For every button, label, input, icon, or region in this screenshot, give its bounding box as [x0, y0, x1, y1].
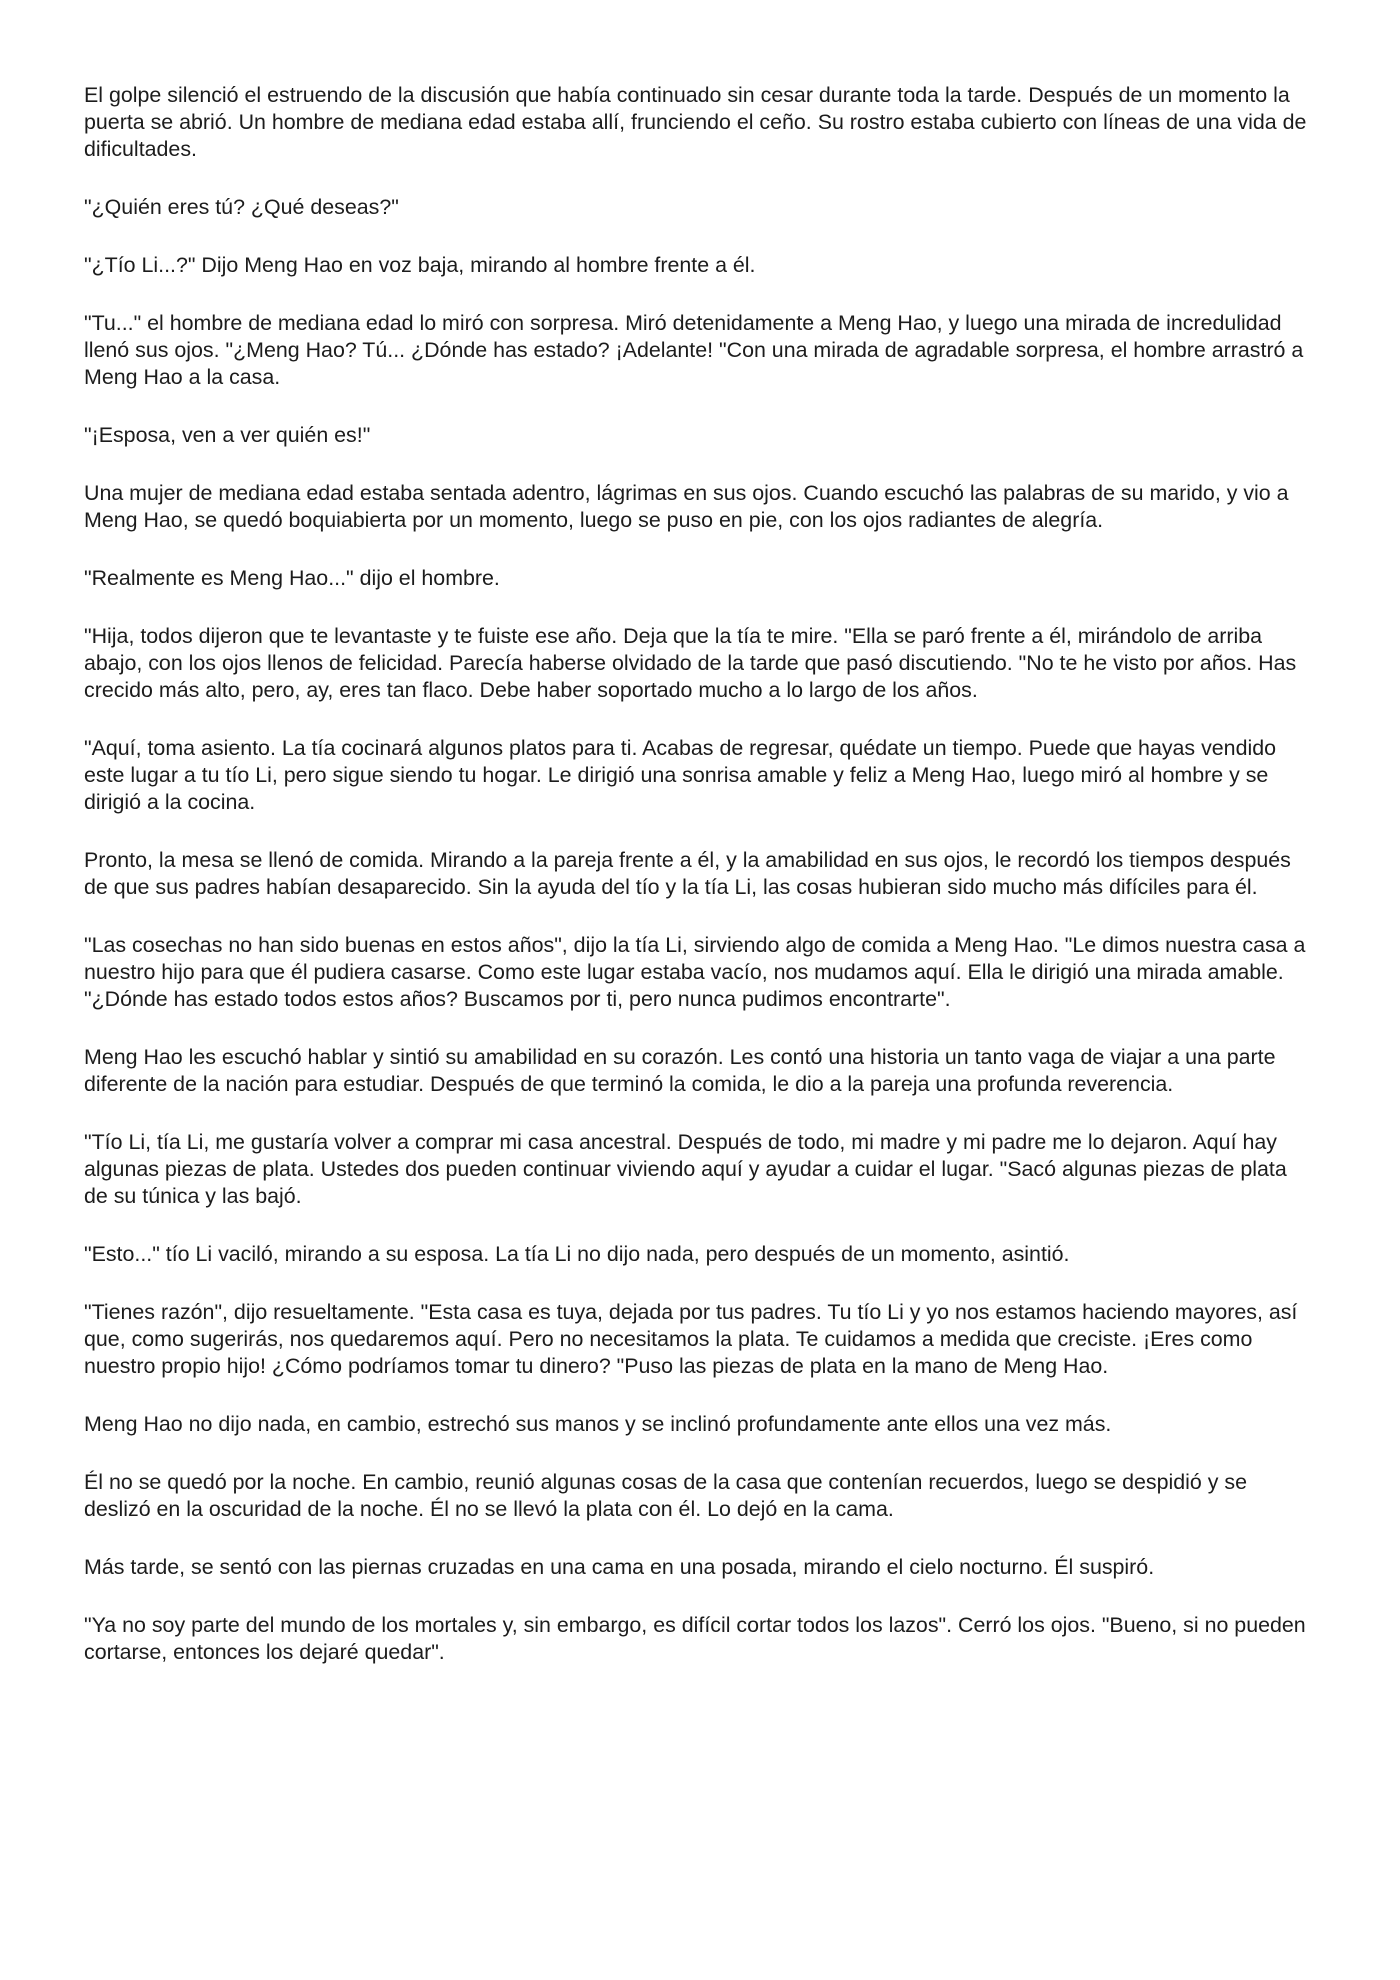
document-page — [84, 82, 1316, 1697]
paragraph: Meng Hao no dijo nada, en cambio, estrechó sus manos y se inclinó profundamente ante ellos una vez más. — [84, 1412, 1112, 1436]
paragraph: "Tu..." el hombre de mediana edad lo miró con sorpresa. Miró detenidamente a Meng Hao, y luego una mirada de incredulidad llenó sus ojos. "¿Meng Hao? Tú... ¿Dónde has estado? ¡Adelante! "Con una mirada de agradable sorpresa, el hombre arrastró a Meng Hao a la casa. — [84, 311, 1304, 389]
paragraph: "¿Quién eres tú? ¿Qué deseas?" — [84, 195, 399, 219]
paragraph: "Tienes razón", dijo resueltamente. "Esta casa es tuya, dejada por tus padres. Tu tío Li y yo nos estamos haciendo mayores, así que, como sugerirás, nos quedaremos aquí. Pero no necesitamos la plata. Te cuidamos a medida que creciste. ¡Eres como nuestro propio hijo! ¿Cómo podríamos tomar tu dinero? "Puso las piezas de plata en la mano de Meng Hao. — [84, 1300, 1298, 1378]
paragraph: "Tío Li, tía Li, me gustaría volver a comprar mi casa ancestral. Después de todo, mi madre y mi padre me lo dejaron. Aquí hay algunas piezas de plata. Ustedes dos pueden continuar viviendo aquí y ayudar a cuidar el lugar. "Sacó algunas piezas de plata de su túnica y las bajó. — [84, 1130, 1287, 1208]
paragraph: Meng Hao les escuchó hablar y sintió su amabilidad en su corazón. Les contó una historia un tanto vaga de viajar a una parte diferente de la nación para estudiar. Después de que terminó la comida, le dio a la pareja una profunda reverencia. — [84, 1045, 1276, 1096]
paragraph: "Ya no soy parte del mundo de los mortales y, sin embargo, es difícil cortar todos los lazos". Cerró los ojos. "Bueno, si no pueden cortarse, entonces los dejaré quedar". — [84, 1613, 1306, 1664]
paragraph: "Hija, todos dijeron que te levantaste y te fuiste ese año. Deja que la tía te mire. "Ella se paró frente a él, mirándolo de arriba abajo, con los ojos llenos de felicidad. Parecía haberse olvidado de la tarde que pasó discutiendo. "No te he visto por años. Has crecido más alto, pero, ay, eres tan flaco. Debe haber soportado mucho a lo largo de los años. — [84, 624, 1297, 702]
paragraph: Una mujer de mediana edad estaba sentada adentro, lágrimas en sus ojos. Cuando escuchó las palabras de su marido, y vio a Meng Hao, se quedó boquiabierta por un momento, luego se puso en pie, con los ojos radiantes de alegría. — [84, 481, 1289, 532]
paragraph: "¿Tío Li...?" Dijo Meng Hao en voz baja, mirando al hombre frente a él. — [84, 253, 756, 277]
paragraph: "Realmente es Meng Hao..." dijo el hombre. — [84, 566, 500, 590]
paragraph: El golpe silenció el estruendo de la discusión que había continuado sin cesar durante toda la tarde. Después de un momento la puerta se abrió. Un hombre de mediana edad estaba allí, frunciendo el ceño. Su rostro estaba cubierto con líneas de una vida de dificultades. — [84, 83, 1307, 161]
paragraph: "Esto..." tío Li vaciló, mirando a su esposa. La tía Li no dijo nada, pero después de un momento, asintió. — [84, 1242, 1070, 1266]
paragraph: "¡Esposa, ven a ver quién es!" — [84, 423, 371, 447]
paragraph: "Aquí, toma asiento. La tía cocinará algunos platos para ti. Acabas de regresar, quédate un tiempo. Puede que hayas vendido este lugar a tu tío Li, pero sigue siendo tu hogar. Le dirigió una sonrisa amable y feliz a Meng Hao, luego miró al hombre y se dirigió a la cocina. — [84, 736, 1277, 814]
paragraph: Más tarde, se sentó con las piernas cruzadas en una cama en una posada, mirando el cielo nocturno. Él suspiró. — [84, 1555, 1155, 1579]
paragraph: Él no se quedó por la noche. En cambio, reunió algunas cosas de la casa que contenían recuerdos, luego se despidió y se deslizó en la oscuridad de la noche. Él no se llevó la plata con él. Lo dejó en la cama. — [84, 1470, 1247, 1521]
paragraph: "Las cosechas no han sido buenas en estos años", dijo la tía Li, sirviendo algo de comida a Meng Hao. "Le dimos nuestra casa a nuestro hijo para que él pudiera casarse. Como este lugar estaba vacío, nos mudamos aquí. Ella le dirigió una mirada amable. "¿Dónde has estado todos estos años? Buscamos por ti, pero nunca pudimos encontrarte". — [84, 933, 1306, 1011]
paragraph: Pronto, la mesa se llenó de comida. Mirando a la pareja frente a él, y la amabilidad en sus ojos, le recordó los tiempos después de que sus padres habían desaparecido. Sin la ayuda del tío y la tía Li, las cosas hubieran sido mucho más difíciles para él. — [84, 848, 1291, 899]
